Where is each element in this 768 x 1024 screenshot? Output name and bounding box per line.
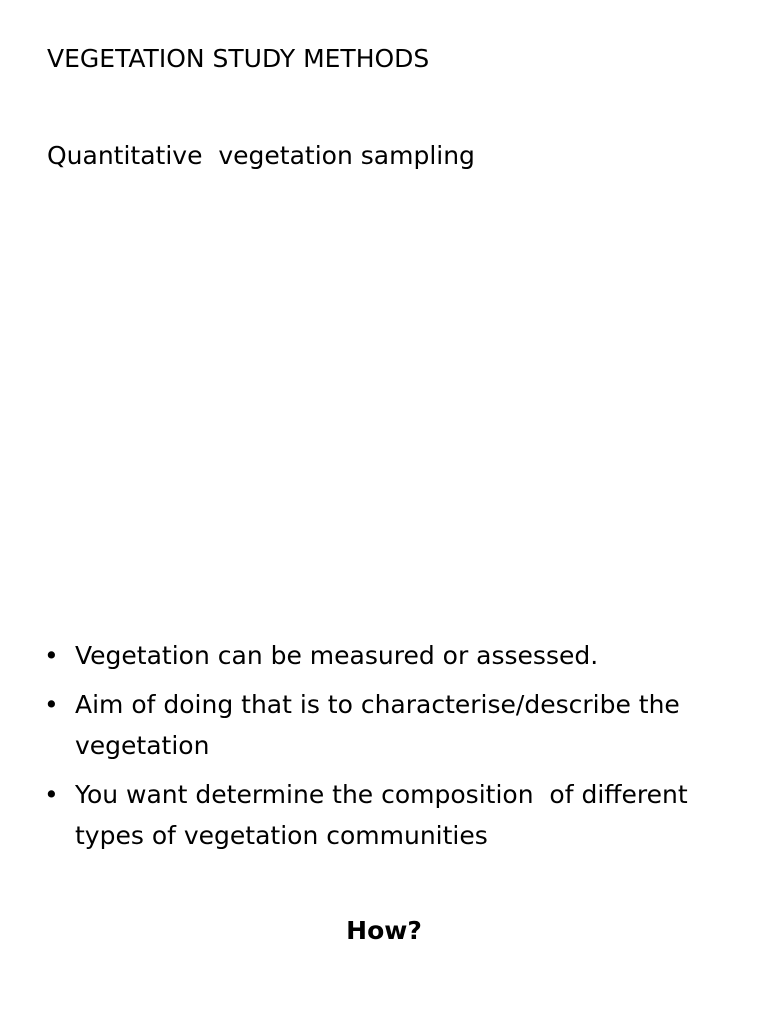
bullet-list (0, 635, 720, 864)
bullet-icon: • (44, 641, 59, 670)
bullet-text: Vegetation can be measured or assessed. (75, 641, 599, 670)
bullet-text: Aim of doing that is to characterise/describe the vegetation (75, 690, 688, 760)
closing-question: How? (346, 916, 422, 945)
list-item (0, 684, 720, 766)
list-item (0, 774, 720, 856)
bullet-icon: • (44, 780, 59, 809)
bullet-text: You want determine the composition of different types of vegetation communities (75, 780, 696, 850)
slide-title: VEGETATION STUDY METHODS (47, 44, 430, 73)
slide-subtitle: Quantitative vegetation sampling (47, 141, 475, 170)
list-item (0, 635, 720, 676)
bullet-icon: • (44, 690, 59, 719)
